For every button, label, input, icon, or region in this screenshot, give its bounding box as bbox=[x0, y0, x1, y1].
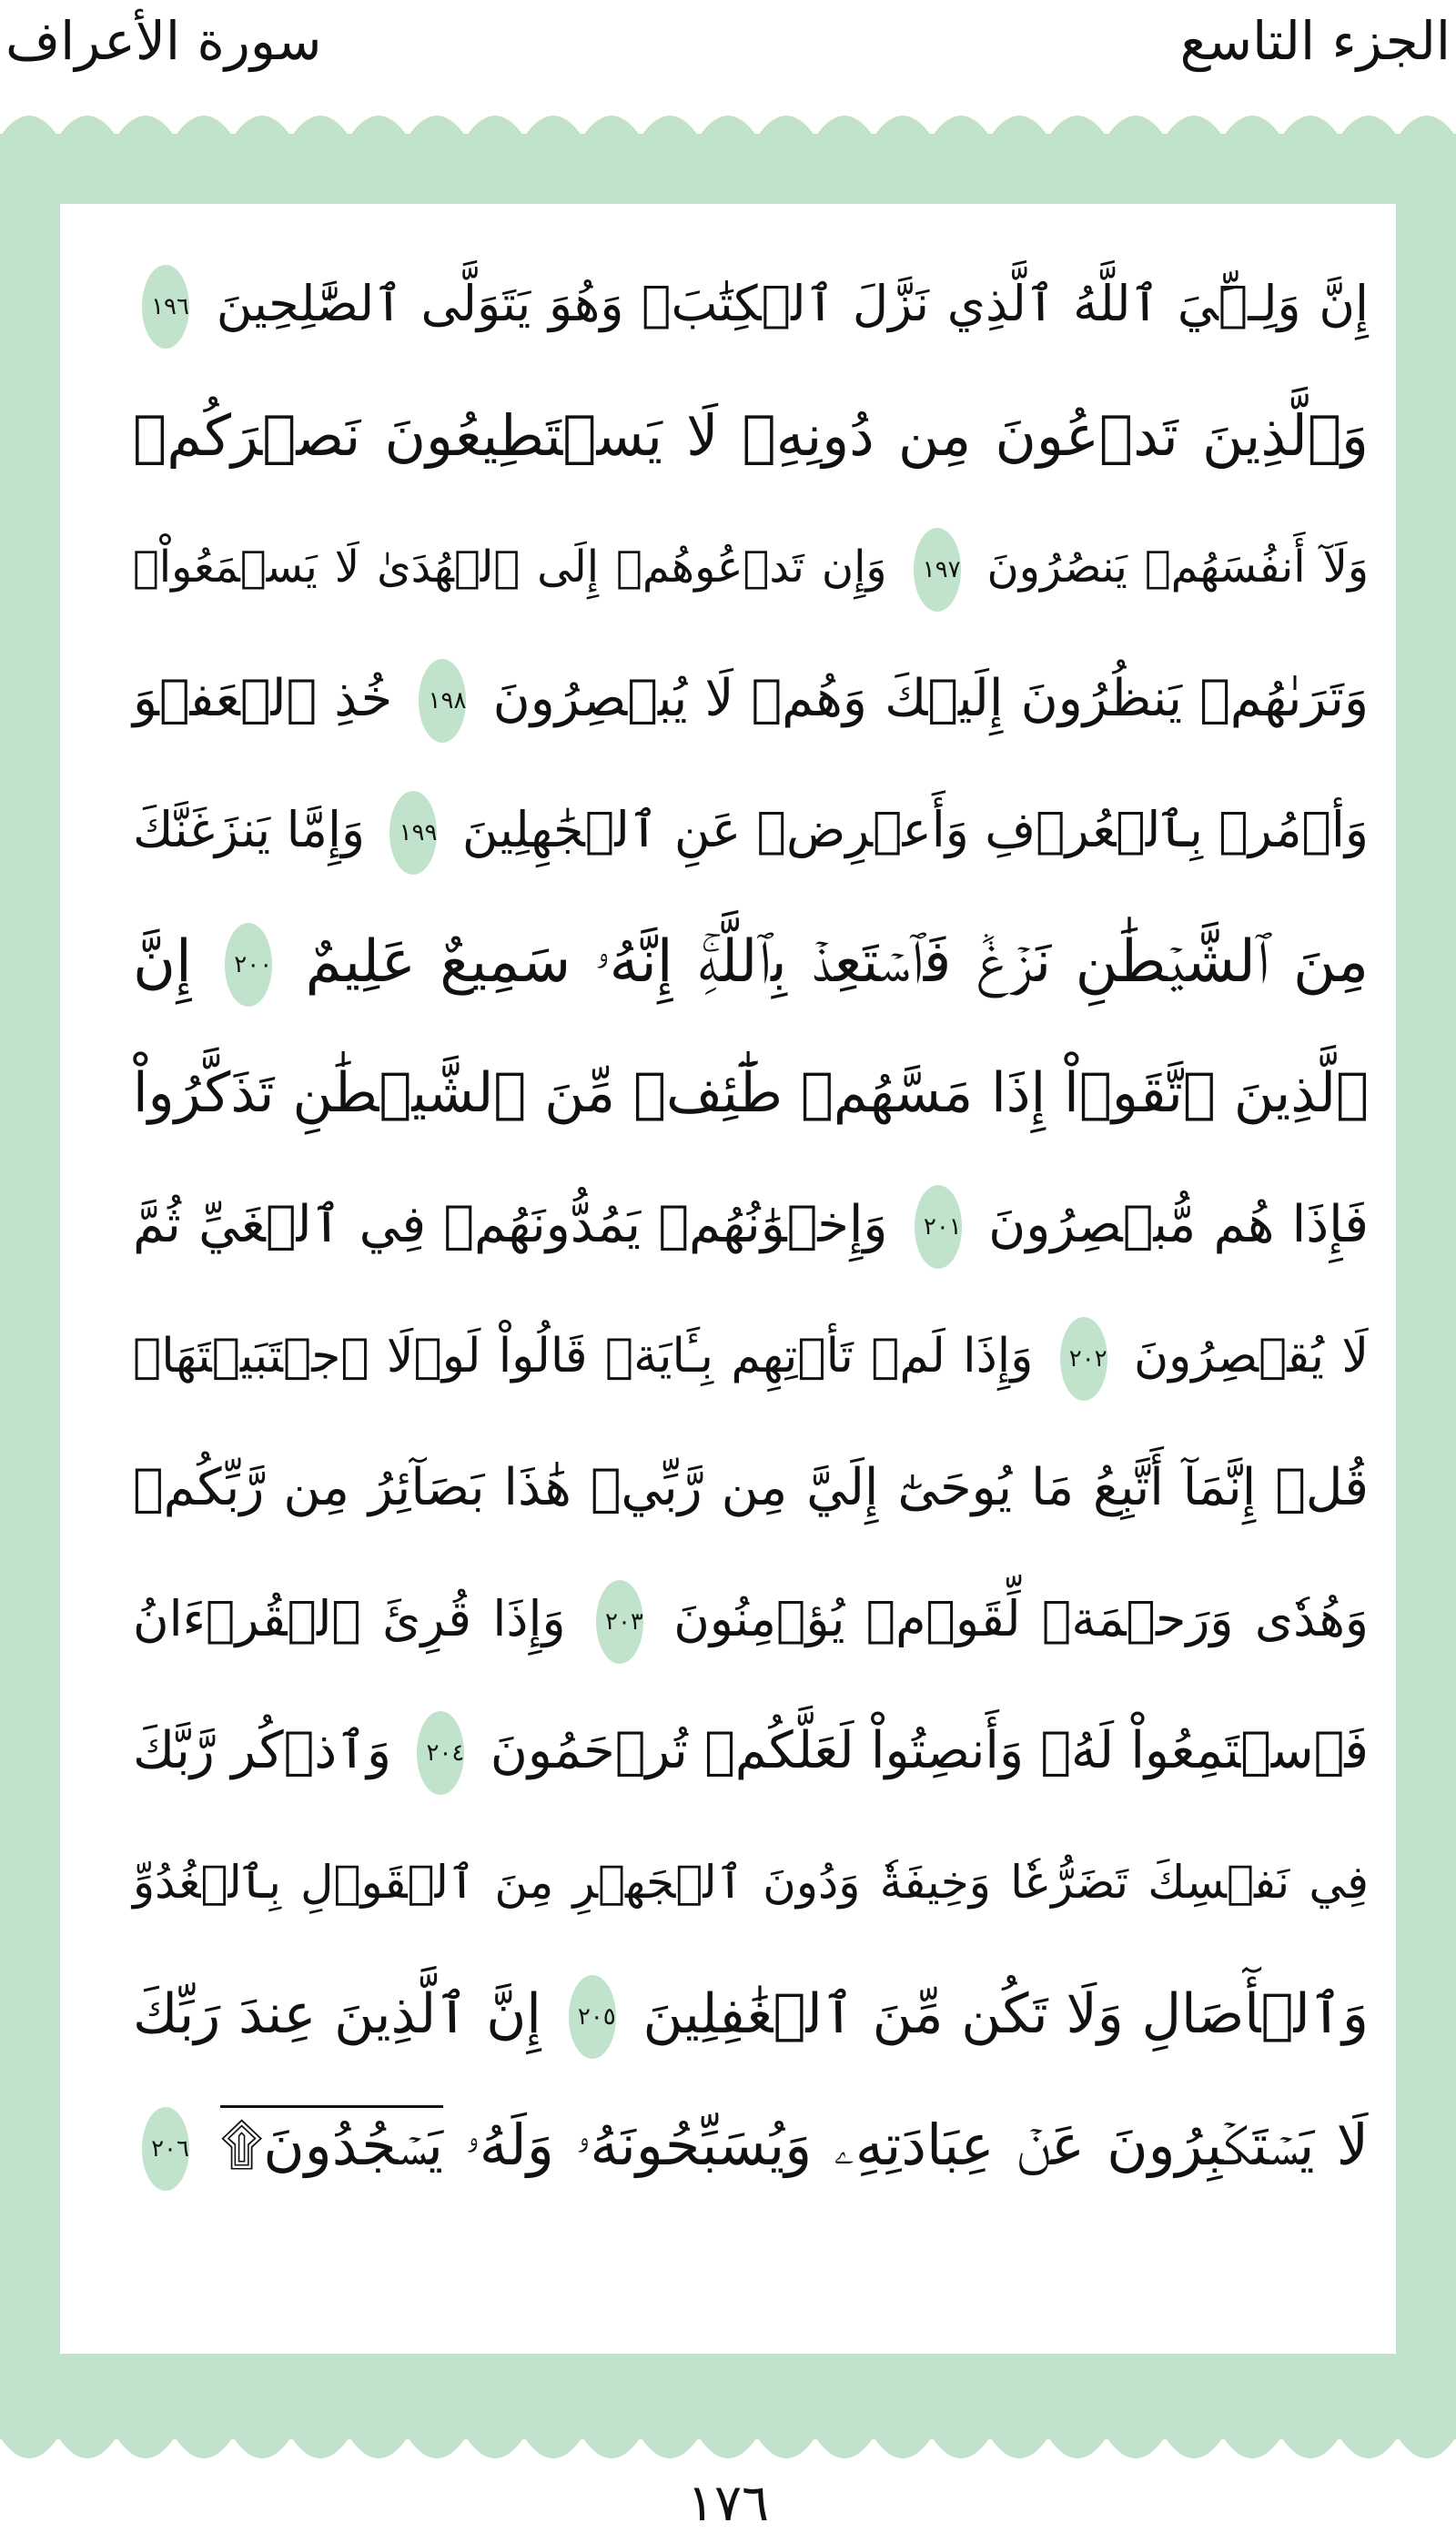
juz-title: الجزء التاسع bbox=[1179, 10, 1451, 72]
ayah-number-marker: ٢٠١ bbox=[915, 1185, 962, 1269]
verse-text: وَٱلۡأٓصَالِ وَلَا تَكُن مِّنَ ٱلۡغَٰفِلِينَ bbox=[642, 1981, 1369, 2046]
verse-text: لَا يُقۡصِرُونَ bbox=[1133, 1329, 1369, 1383]
verse-text: وَإِخۡوَٰنُهُمۡ يَمُدُّونَهُمۡ فِي ٱلۡغَيِّ ثُمَّ bbox=[133, 1194, 888, 1254]
text-line bbox=[133, 502, 1369, 633]
ayah-number-marker: ٢٠٠ bbox=[225, 923, 272, 1007]
text-line bbox=[133, 633, 1369, 765]
verse-text: إِنَّ وَلِـِّۧيَ ٱللَّهُ ٱلَّذِي نَزَّلَ ٱلۡكِتَٰبَۖ وَهُوَ يَتَوَلَّى ٱلصَّٰلِحِينَ bbox=[216, 275, 1369, 332]
verse-text: إِنَّ ٱلَّذِينَ عِندَ رَبِّكَ bbox=[133, 1981, 541, 2046]
text-line bbox=[133, 1160, 1369, 1292]
text-line bbox=[133, 1423, 1369, 1555]
verse-text: وَإِمَّا يَنزَغَنَّكَ bbox=[133, 801, 366, 858]
ayah-number-marker: ٢٠٣ bbox=[596, 1580, 643, 1664]
sajda-word: يَسۡجُدُونَ۩ bbox=[220, 2105, 443, 2178]
verse-text: وَإِذَا لَمۡ تَأۡتِهِم بِـَٔايَةٖ قَالُواْ لَوۡلَا ٱجۡتَبَيۡتَهَاۚ bbox=[133, 1329, 1034, 1383]
verse-text: خُذِ ٱلۡعَفۡوَ bbox=[133, 668, 393, 728]
text-line bbox=[133, 1028, 1369, 1160]
text-line bbox=[133, 238, 1369, 370]
text-line bbox=[133, 1291, 1369, 1423]
text-area bbox=[60, 204, 1396, 2354]
text-line bbox=[133, 1686, 1369, 1818]
verse-text: وَأۡمُرۡ بِٱلۡعُرۡفِ وَأَعۡرِضۡ عَنِ ٱلۡجَٰهِلِينَ bbox=[461, 801, 1369, 858]
text-line bbox=[133, 765, 1369, 897]
scallop-shape bbox=[0, 2437, 1456, 2458]
ayah-number-marker: ٢٠٦ bbox=[142, 2107, 189, 2191]
verse-text: وَإِن تَدۡعُوهُمۡ إِلَى ٱلۡهُدَىٰ لَا يَسۡمَعُواْۖ bbox=[133, 542, 887, 593]
verse-text: وَتَرَىٰهُمۡ يَنظُرُونَ إِلَيۡكَ وَهُمۡ لَا يُبۡصِرُونَ bbox=[492, 668, 1369, 728]
ayah-number-marker: ١٩٦ bbox=[142, 265, 189, 349]
ayah-number-marker: ٢٠٥ bbox=[569, 1975, 616, 2059]
verse-text: مِنَ ٱلشَّيۡطَٰنِ نَزۡغٞ فَٱسۡتَعِذۡ بِٱللَّهِۚ إِنَّهُۥ سَمِيعٌ عَلِيمٌ bbox=[305, 927, 1369, 996]
text-line bbox=[133, 370, 1369, 502]
verse-text: قُلۡ إِنَّمَآ أَتَّبِعُ مَا يُوحَىٰٓ إِلَيَّ مِن رَّبِّيۚ هَٰذَا بَصَآئِرُ مِن رَّبِّكُمۡ bbox=[133, 1457, 1369, 1517]
verse-text: فَإِذَا هُم مُّبۡصِرُونَ bbox=[988, 1194, 1370, 1254]
text-line bbox=[133, 1554, 1369, 1686]
quran-text bbox=[133, 238, 1369, 2212]
verse-text: وَإِذَا قُرِئَ ٱلۡقُرۡءَانُ bbox=[133, 1590, 566, 1647]
ayah-number-marker: ١٩٨ bbox=[419, 659, 466, 743]
verse-text: فِي نَفۡسِكَ تَضَرُّعٗا وَخِيفَةٗ وَدُونَ ٱلۡجَهۡرِ مِنَ ٱلۡقَوۡلِ بِٱلۡغُدُوِّ bbox=[133, 1856, 1369, 1909]
page-frame bbox=[0, 134, 1456, 2439]
ayah-number-marker: ٢٠٤ bbox=[417, 1711, 464, 1795]
text-line bbox=[133, 897, 1369, 1028]
text-line bbox=[133, 2080, 1369, 2212]
verse-text: وَلَآ أَنفُسَهُمۡ يَنصُرُونَ bbox=[986, 542, 1370, 593]
verse-text: ٱلَّذِينَ ٱتَّقَوۡاْ إِذَا مَسَّهُمۡ طَٰٓئِفٞ مِّنَ ٱلشَّيۡطَٰنِ تَذَكَّرُواْ bbox=[133, 1061, 1369, 1125]
frame-scallop-top bbox=[0, 100, 1456, 137]
ayah-number-marker: ١٩٧ bbox=[914, 528, 961, 612]
verse-text: إِنَّ bbox=[133, 927, 192, 996]
verse-text: لَا يَسۡتَكۡبِرُونَ عَنۡ عِبَادَتِهِۦ وَيُسَبِّحُونَهُۥ وَلَهُۥ bbox=[465, 2112, 1369, 2178]
verse-text: فَٱسۡتَمِعُواْ لَهُۥ وَأَنصِتُواْ لَعَلَّكُمۡ تُرۡحَمُونَ bbox=[490, 1720, 1369, 1780]
ayah-number-marker: ١٩٩ bbox=[389, 791, 437, 875]
surah-title: سورة الأعراف bbox=[5, 10, 322, 72]
text-line bbox=[133, 1817, 1369, 1949]
verse-text: وَٱلَّذِينَ تَدۡعُونَ مِن دُونِهِۦ لَا يَسۡتَطِيعُونَ نَصۡرَكُمۡ bbox=[133, 401, 1369, 469]
text-line bbox=[133, 1949, 1369, 2081]
ayah-number-marker: ٢٠٢ bbox=[1060, 1317, 1107, 1401]
verse-text: وَٱذۡكُر رَّبَّكَ bbox=[133, 1720, 392, 1780]
verse-text: وَهُدٗى وَرَحۡمَةٞ لِّقَوۡمٖ يُؤۡمِنُونَ bbox=[673, 1590, 1370, 1647]
frame-scallop-bottom bbox=[0, 2437, 1456, 2474]
page-number: ١٧٦ bbox=[686, 2474, 770, 2533]
